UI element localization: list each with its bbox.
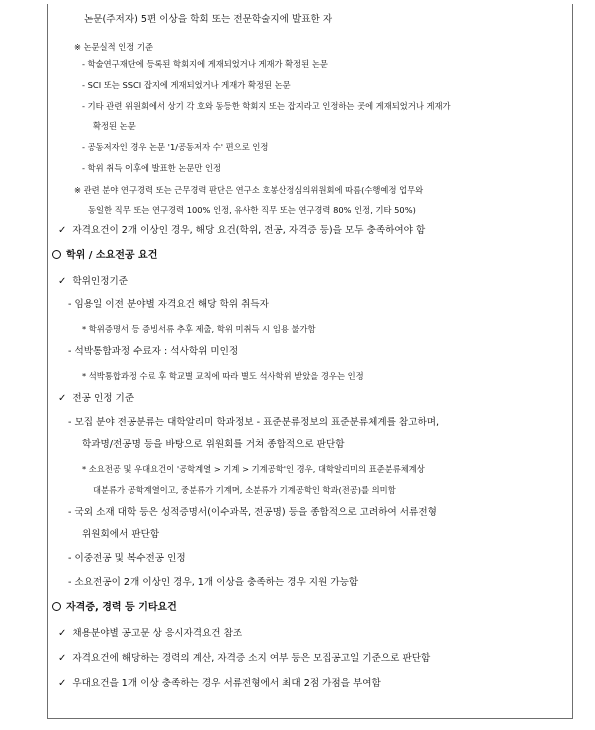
text-line: - 소요전공이 2개 이상인 경우, 1개 이상을 충족하는 경우 지원 가능함 [68,577,359,588]
text-line: - 학술연구재단에 등록된 학회지에 게재되었거나 게재가 확정된 논문 [82,59,328,69]
list-item: ✓ 자격요건이 2개 이상인 경우, 해당 요건(학위, 전공, 자격증 등)을 모두 충족하여야 함 [58,225,426,236]
list-item: ✓ 전공 인정 기준 [58,393,135,404]
text-line: 위원회에서 판단함 [82,529,160,540]
section-heading: 학위 / 소요전공 요건 [52,248,157,264]
text-line: * 학위증명서 등 증빙서류 추후 제출, 학위 미취득 시 임용 불가함 [82,324,316,334]
check-icon: ✓ [58,276,67,287]
text-line: - 임용일 이전 분야별 자격요건 해당 학위 취득자 [68,299,269,310]
list-item: ✓ 학위인정기준 [58,276,128,287]
text-line: 확정된 논문 [93,121,136,131]
check-icon: ✓ [58,628,67,639]
check-icon: ✓ [58,225,67,236]
text-line: * 석박통합과정 수료 후 학교별 교칙에 따라 별도 석사학위 받았을 경우는 인정 [82,371,364,381]
list-item: ✓ 우대요건을 1개 이상 충족하는 경우 서류전형에서 최대 2점 가점을 부여함 [58,678,381,689]
text-line: * 소요전공 및 우대요건이 '공학계열 > 기계 > 기계공학'인 경우, 대학알리미의 표준분류체계상 [82,464,425,474]
text-line: - 학위 취득 이후에 발표한 논문만 인정 [82,163,222,173]
text-line: 학과명/전공명 등을 바탕으로 위원회를 거쳐 종합적으로 판단함 [82,439,345,450]
circle-icon [52,602,61,611]
circle-icon [52,250,61,259]
text-line: - 모집 분야 전공분류는 대학알리미 학과정보 - 표준분류정보의 표준분류체계를 참고하며, [68,417,440,428]
text-line: 대분류가 공학계열이고, 중분류가 기계며, 소분류가 기계공학인 학과(전공)를 의미함 [93,485,396,495]
text-line: - 공동저자인 경우 논문 '1/공동저자 수' 편으로 인정 [82,142,269,152]
section-heading: 자격증, 경력 등 기타요건 [52,600,177,616]
check-icon: ✓ [58,393,67,404]
text-line: - 이중전공 및 복수전공 인정 [68,553,186,564]
list-item: ✓ 채용분야별 공고문 상 응시자격요건 참조 [58,628,243,639]
text-line: 동일한 직무 또는 연구경력 100% 인정, 유사한 직무 또는 연구경력 80% 인정, 기타 50%) [88,205,416,215]
list-item: ✓ 자격요건에 해당하는 경력의 계산, 자격증 소지 여부 등은 모집공고일 기준으로 판단함 [58,653,431,664]
check-icon: ✓ [58,653,67,664]
note-heading: ※ 논문실적 인정 기준 [74,42,153,52]
check-icon: ✓ [58,678,67,689]
text-line: - 국외 소재 대학 등은 성적증명서(이수과목, 전공명) 등을 종합적으로 고려하여 서류전형 [68,507,437,518]
text-line: 논문(주저자) 5편 이상을 학회 또는 전문학술지에 발표한 자 [84,14,333,25]
text-line: - 기타 관련 위원회에서 상기 각 호와 동등한 학회지 또는 잡지라고 인정하는 곳에 게재되었거나 게재가 [82,101,451,111]
text-line: - 석박통합과정 수료자 : 석사학위 미인정 [68,346,239,357]
text-line: ※ 관련 분야 연구경력 또는 근무경력 판단은 연구소 호봉산정심의위원회에 따름(수행예정 업무와 [74,185,424,195]
text-line: - SCI 또는 SSCI 잡지에 게재되었거나 게재가 확정된 논문 [82,80,291,90]
